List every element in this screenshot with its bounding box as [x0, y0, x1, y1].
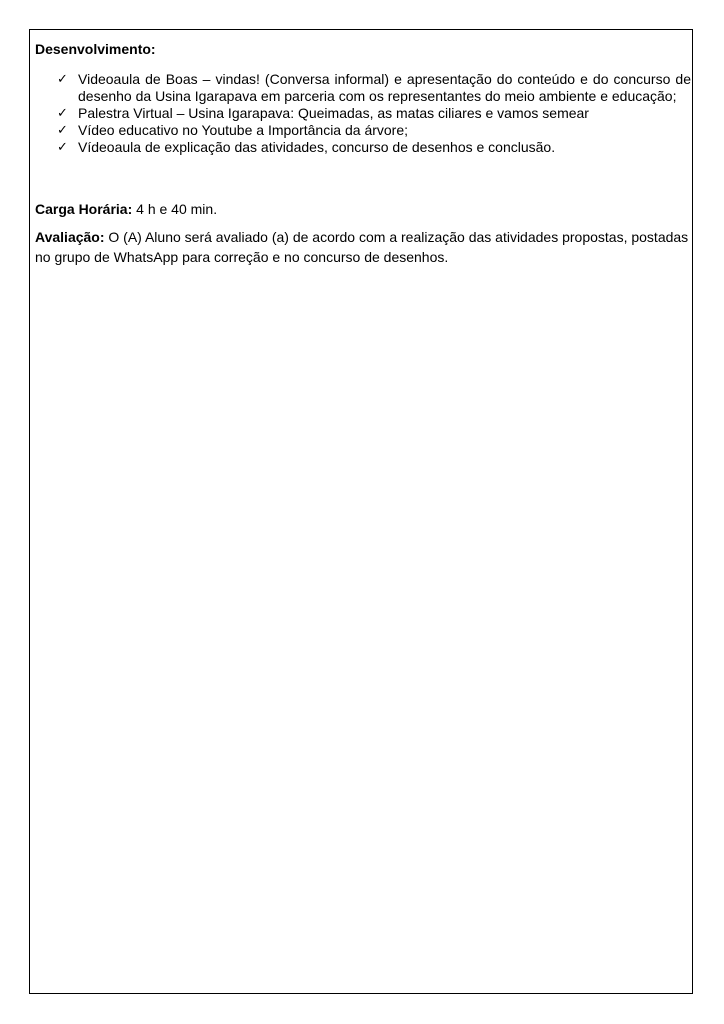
checkmark-icon: ✓ [57, 140, 68, 155]
desenvolvimento-checklist [35, 71, 691, 156]
avaliacao [35, 227, 691, 267]
carga-horaria-label: Carga Horária: [35, 201, 133, 217]
checkmark-icon: ✓ [57, 123, 68, 138]
avaliacao-label: Avaliação: [35, 229, 105, 245]
checklist-item-text: Vídeoaula de explicação das atividades, concurso de desenhos e conclusão. [78, 139, 556, 155]
checklist-item [35, 105, 691, 122]
document-frame [29, 29, 693, 994]
checklist-item-text: Vídeo educativo no Youtube a Importância da árvore; [78, 122, 409, 138]
document-content [35, 41, 691, 267]
checklist-item-text: Videoaula de Boas – vindas! (Conversa informal) e apresentação do conteúdo e do concurso de desenho da Usina Igarapava em parceria com os representantes do meio ambiente e educação; [78, 71, 691, 104]
avaliacao-value: O (A) Aluno será avaliado (a) de acordo com a realização das atividades propostas, postadas no grupo de WhatsApp para correção e no concurso de desenhos. [35, 229, 689, 265]
checkmark-icon: ✓ [57, 106, 68, 121]
checklist-item [35, 139, 691, 156]
desenvolvimento-heading: Desenvolvimento: [35, 41, 156, 57]
carga-horaria [35, 201, 691, 218]
checklist-item [35, 71, 691, 105]
checklist-item [35, 122, 691, 139]
checklist-item-text: Palestra Virtual – Usina Igarapava: Queimadas, as matas ciliares e vamos semear [78, 105, 589, 121]
checkmark-icon: ✓ [57, 72, 68, 87]
carga-horaria-value: 4 h e 40 min. [132, 201, 218, 217]
